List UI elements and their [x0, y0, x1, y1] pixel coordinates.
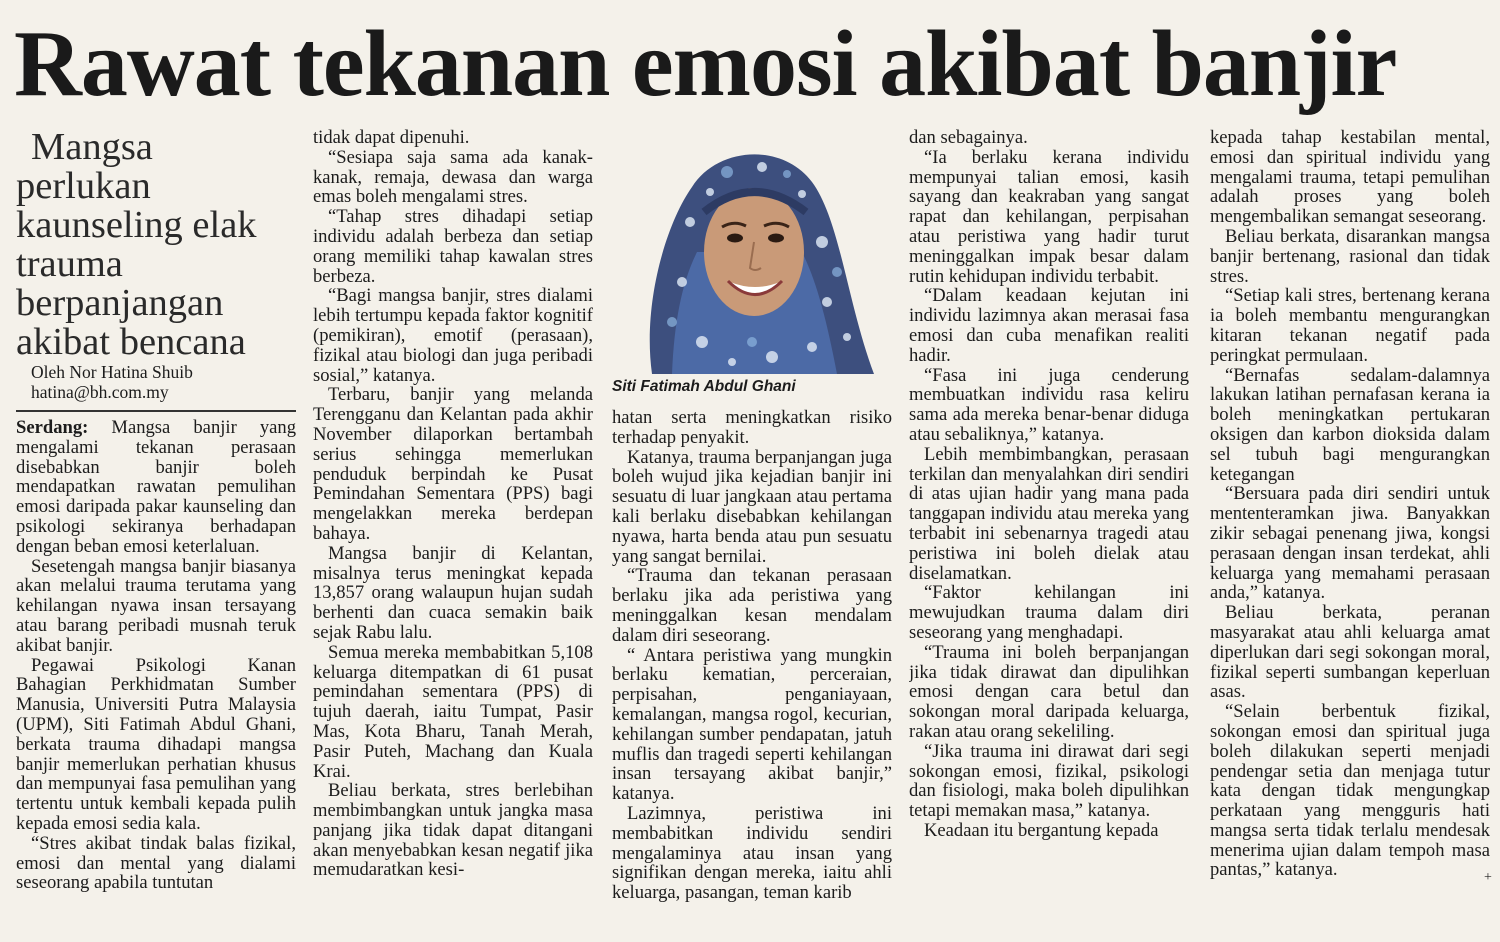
paragraph: Pegawai Psikologi Kanan Bahagian Perkhidmatan Sumber Manusia, Universiti Putra Malaysia (UPM), Siti Fatimah Abdul Ghani, berkata trauma dihadapi mangsa banjir memerlukan perhatian khusus dan mempunyai fasa pemulihan yang tertentu untuk kembali kepada pulih kepada emosi sedia kala.: [16, 654, 296, 834]
paragraph: Beliau berkata, disarankan mangsa banjir bertenang, rasional dan tidak stres.: [1210, 225, 1490, 287]
paragraph: Beliau berkata, stres berlebihan membimbangkan untuk jangka masa panjang jika tidak dapat ditangani akan menyebabkan kesan negatif jika memudaratkan kesi-: [313, 780, 593, 881]
paragraph: hatan serta meningkatkan risiko terhadap penyakit.: [612, 408, 892, 448]
paragraph: Lazimnya, peristiwa ini membabitkan individu sendiri mengalaminya atau insan yang signifikan dengan mereka, iaitu ahli keluarga, pasangan, teman karib: [612, 802, 892, 904]
paragraph: “Ia berlaku kerana individu mempunyai talian emosi, kasih sayang dan keakraban yang sangat rapat dan kehilangan, perpisahan atau peristiwa yang hadir turut meninggalkan impak besar dalam rutin kehidupan individu terbabit.: [909, 146, 1189, 287]
photo-caption: Siti Fatimah Abdul Ghani: [612, 378, 796, 395]
paragraph: “Bagi mangsa banjir, stres dialami lebih tertumpu kepada faktor kognitif (pemikiran), emotif (perasaan), fizikal atau biologi dan juga peribadi sosial,” katanya.: [313, 285, 593, 386]
paragraph: “Setiap kali stres, bertenang kerana ia boleh membantu mengurangkan kitaran tekanan negatif pada peringkat permulaan.: [1210, 285, 1490, 366]
paragraph: Keadaan itu bergantung kepada: [924, 819, 1159, 841]
deck-subheading: Mangsa perlukan kaunseling elak trauma berpanjangan akibat bencana: [16, 128, 257, 363]
byline-email[interactable]: hatina@bh.com.my: [31, 382, 169, 402]
portrait-photo: [612, 132, 884, 374]
paragraph: “Stres akibat tindak balas fizikal, emosi dan mental yang dialami seseorang apabila tuntutan: [16, 832, 296, 894]
paragraph: Sesetengah mangsa banjir biasanya akan melalui trauma terutama yang kehilangan nyawa insan tersayang atau barang peribadi musnah teruk akibat banjir.: [16, 555, 296, 656]
portrait-illustration: [612, 132, 884, 374]
byline-author: Oleh Nor Hatina Shuib: [31, 362, 193, 382]
paragraph: “Faktor kehilangan ini mewujudkan trauma dalam diri seseorang yang menghadapi.: [909, 582, 1189, 643]
article-column-2: [313, 128, 593, 928]
article-column-4: [909, 128, 1189, 928]
paragraph: “Trauma dan tekanan perasaan berlaku jika ada peristiwa yang meninggalkan kesan mendalam dalam diri seseorang.: [612, 565, 892, 646]
article-column-5: [1210, 128, 1490, 928]
dateline: Serdang:: [16, 417, 89, 438]
paragraph: “Tahap stres dihadapi setiap individu adalah berbeza dan setiap orang memiliki tahap kawalan stres berbeza.: [313, 206, 593, 287]
article-column-3: [612, 408, 892, 928]
paragraph: Lebih membimbangkan, perasaan terkilan dan menyalahkan diri sendiri di atas ujian hadir yang mana pada tanggapan individu atau mereka yang terbabit ini sebenarnya tragedi atau peristiwa ini boleh dielak atau diselamatkan.: [909, 443, 1189, 584]
article-column-1: [16, 128, 296, 928]
paragraph: tidak dapat dipenuhi.: [313, 128, 470, 148]
paragraph: Semua mereka membabitkan 5,108 keluarga ditempatkan di 61 pusat pemindahan sementara (PPS) di tujuh daerah, iaitu Tumpat, Pasir Mas, Kota Bharu, Tanah Merah, Pasir Puteh, Machang dan Kuala Krai.: [313, 641, 593, 782]
paragraph: “ Antara peristiwa yang mungkin berlaku kematian, perceraian, perpisahan, penganiayaan, kemalangan, mangsa rogol, kecurian, kehilangan sumber pendapatan, jatuh muflis dan tragedi seperti kehilangan insan tersayang akibat banjir,” katanya.: [612, 644, 892, 805]
headline: Rawat tekanan emosi akibat banjir: [14, 12, 1397, 116]
paragraph-text: Mangsa banjir yang mengalami tekanan perasaan disebabkan banjir boleh mendapatkan rawatan pemulihan emosi daripada pakar kaunseling dan psikologi sekiranya berhadapan dengan beban emosi keterlaluan.: [16, 417, 296, 557]
paragraph: “Selain berbentuk fizikal, sokongan emosi dan spiritual juga boleh dilakukan seperti menjadi pendengar setia dan menjaga tutur kata dengan tidak mengungkap perkataan yang mengguris hati mangsa serta tidak terlalu mendesak menerima ujian dalam tempoh masa pantas,” katanya.: [1210, 701, 1490, 881]
paragraph: “Trauma ini boleh berpanjangan jika tidak dirawat dan dipulihkan emosi dengan cara betul dan sokongan moral daripada keluarga, rakan atau orang sekeliling.: [909, 641, 1189, 742]
paragraph: “Dalam keadaan kejutan ini individu lazimnya akan merasai fasa emosi dan cuba menafikan realiti hadir.: [909, 285, 1189, 366]
paragraph: “Sesiapa saja sama ada kanak-kanak, remaja, dewasa dan warga emas boleh mengalami stres.: [313, 146, 593, 208]
byline-divider: [16, 410, 296, 412]
paragraph: “Jika trauma ini dirawat dari segi sokongan emosi, fizikal, psikologi dan fisiologi, maka boleh dipulihkan tetapi memakan masa,” katanya.: [909, 740, 1189, 822]
paragraph: kepada tahap kestabilan mental, emosi dan spiritual individu yang mengalami trauma, tetapi pemulihan adalah proses yang boleh mengembalikan semangat seseorang.: [1210, 128, 1490, 228]
paragraph: “Fasa ini juga cenderung membuatkan individu rasa keliru sama ada mereka benar-benar diduga atau sebaliknya,” katanya.: [909, 364, 1189, 445]
continuation-mark: +: [1484, 870, 1492, 885]
paragraph: Terbaru, banjir yang melanda Terengganu dan Kelantan pada akhir November dilaporkan bertambah serius sehingga memerlukan penduduk berpindah ke Pusat Pemindahan Sementara (PPS) bagi mengelakkan mereka berdepan bahaya.: [313, 384, 593, 544]
paragraph: “Bernafas sedalam-dalamnya lakukan latihan pernafasan kerana ia boleh meningkatkan pertukaran oksigen dan karbon dioksida dalam sel tubuh bagi mengurangkan ketegangan: [1210, 364, 1490, 485]
paragraph: Beliau berkata, peranan masyarakat atau ahli keluarga amat diperlukan dari segi sokongan moral, fizikal seperti sumbangan keperluan asas.: [1210, 602, 1490, 703]
paragraph: Katanya, trauma berpanjangan juga boleh wujud jika kejadian banjir ini sesuatu di luar jangkaan atau pertama kali berlaku disebabkan kehilangan nyawa, harta benda atau pun sesuatu yang sangat bernilai.: [612, 446, 892, 567]
paragraph: [16, 418, 296, 557]
paragraph: “Bersuara pada diri sendiri untuk mententeramkan jiwa. Banyakkan zikir sebagai penenang jiwa, kongsi perasaan dengan insan terdekat, ahli keluarga yang memahami perasaan anda,” katanya.: [1210, 483, 1490, 604]
paragraph: dan sebagainya.: [909, 128, 1028, 148]
paragraph: Mangsa banjir di Kelantan, misalnya terus meningkat kepada 13,857 orang walaupun hujan sudah berhenti dan cuaca semakin baik sejak Rabu lalu.: [313, 542, 593, 643]
